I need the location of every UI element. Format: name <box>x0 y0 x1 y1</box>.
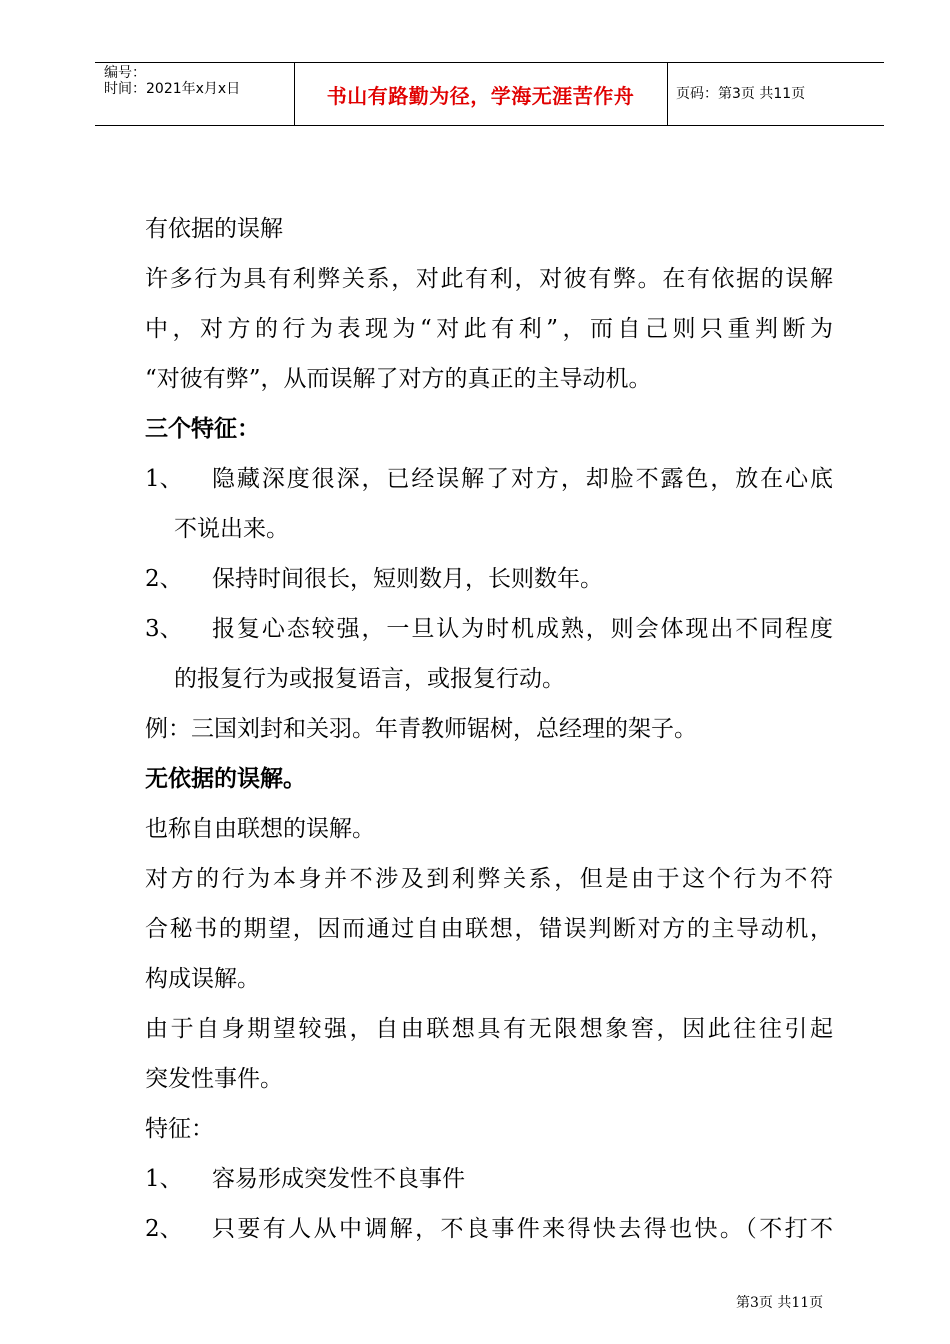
list-item-text: 保持时间很长，短则数月，长则数年。 <box>212 566 603 592</box>
list-item-text: 隐藏深度很深，已经误解了对方，却脸不露色，放在心底 <box>212 466 833 492</box>
header-motto: 书山有路勤为径，学海无涯苦作舟 <box>326 83 635 108</box>
list-item-number: 1、 <box>145 1166 183 1192</box>
section-heading: 无依据的误解。 <box>145 765 306 792</box>
page-footer: 第3页 共11页 <box>736 1295 824 1311</box>
list-item-number: 1、 <box>145 466 183 492</box>
paragraph-line: 中，对方的行为表现为“对此有利”，而自己则只重判断为 <box>145 316 833 342</box>
list-item-number: 3、 <box>145 616 183 642</box>
list-item-continuation: 的报复行为或报复语言，或报复行动。 <box>174 666 565 692</box>
list-item-text: 只要有人从中调解，不良事件来得快去得也快。（不打不 <box>212 1216 833 1242</box>
list-item-continuation: 不说出来。 <box>174 516 289 542</box>
example-line: 例：三国刘封和关羽。年青教师锯树，总经理的架子。 <box>145 716 697 742</box>
page-header <box>95 62 884 126</box>
list-item-number: 2、 <box>145 1216 183 1242</box>
section-heading: 三个特征： <box>145 415 260 442</box>
paragraph-line: 突发性事件。 <box>145 1066 283 1092</box>
section-heading: 特征： <box>145 1116 214 1142</box>
header-page-cell <box>668 63 884 125</box>
paragraph-line: 构成误解。 <box>145 966 260 992</box>
paragraph-line: 由于自身期望较强，自由联想具有无限想象窖，因此往往引起 <box>145 1016 833 1042</box>
paragraph-line: 也称自由联想的误解。 <box>145 816 375 842</box>
paragraph-line: 对方的行为本身并不涉及到利弊关系，但是由于这个行为不符 <box>145 866 833 892</box>
paragraph-line: 许多行为具有利弊关系，对此有利，对彼有弊。在有依据的误解 <box>145 266 833 292</box>
header-page-info: 页码：第3页 共11页 <box>676 86 806 102</box>
list-item-number: 2、 <box>145 566 183 592</box>
heading-with-basis: 有依据的误解 <box>145 216 283 242</box>
paragraph-line: “对彼有弊”，从而误解了对方的真正的主导动机。 <box>145 366 652 392</box>
header-meta-cell <box>95 63 295 125</box>
document-time-label: 时间：2021年x月x日 <box>104 81 241 97</box>
list-item-text: 报复心态较强，一旦认为时机成熟，则会体现出不同程度 <box>212 616 833 642</box>
header-motto-cell <box>294 63 668 125</box>
paragraph-line: 合秘书的期望，因而通过自由联想，错误判断对方的主导动机， <box>145 916 833 942</box>
document-number-label: 编号： <box>104 65 146 81</box>
list-item-text: 容易形成突发性不良事件 <box>212 1166 465 1192</box>
